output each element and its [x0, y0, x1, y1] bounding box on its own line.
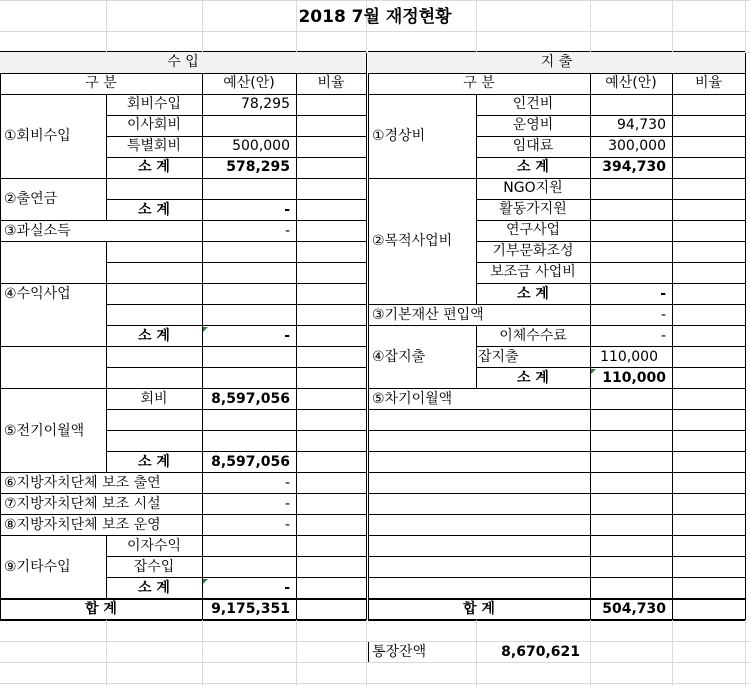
expense-col-budget: 예산(안): [605, 75, 657, 91]
expense-item-value: 94,730: [617, 117, 666, 133]
income-subtotal-value: -: [284, 328, 290, 344]
expense-subtotal-label: 소 계: [517, 159, 549, 175]
income-item-name: 이사회비: [126, 117, 182, 133]
expense-item-name: 기부문화조성: [492, 243, 574, 259]
cell-border: [745, 52, 746, 621]
expense-operating-label: ①경상비: [372, 128, 426, 144]
gridline: [202, 620, 203, 686]
income-item-value: 8,597,056: [211, 391, 290, 407]
cell-border: [296, 599, 297, 621]
expense-item-name: 운영비: [512, 117, 554, 133]
income-profit-label: ④수익사업: [4, 286, 71, 302]
gridline: [672, 620, 673, 686]
income-membership-label: ①회비수입: [4, 128, 71, 144]
income-item-value: 500,000: [232, 138, 290, 154]
page-title: 2018 7월 재정현황: [298, 7, 452, 27]
income-subtotal-label: 소 계: [138, 454, 170, 470]
gridline: [296, 620, 297, 686]
income-subtotal-value: -: [284, 202, 290, 218]
cell-border: [106, 430, 367, 431]
expense-header: 지 출: [540, 54, 573, 70]
income-subtotal-label: 소 계: [138, 580, 170, 596]
income-item-name: 회비수입: [126, 96, 182, 112]
gridline: [106, 620, 107, 686]
income-subtotal-label: 소 계: [138, 159, 170, 175]
expense-col-ratio: 비율: [694, 75, 723, 91]
income-total-label: 합 계: [85, 601, 117, 617]
expense-subtotal-label: 소 계: [517, 286, 549, 302]
cell-border: [368, 641, 369, 663]
expense-item-name: 인건비: [512, 96, 554, 112]
expense-purpose-label: ②목적사업비: [372, 233, 453, 249]
expense-item-value: -: [660, 328, 666, 344]
expense-item-name: NGO지원: [503, 180, 563, 196]
expense-item-value: 300,000: [608, 138, 666, 154]
cell-border: [672, 599, 673, 621]
expense-col-label: 구 분: [463, 75, 495, 91]
cell-marker: [591, 369, 596, 374]
expense-item-value: 110,000: [600, 349, 658, 365]
cell-border: [106, 367, 367, 368]
cell-border: [106, 304, 367, 305]
income-header: 수 입: [167, 54, 199, 70]
balance-value: 8,670,621: [501, 644, 580, 660]
income-contribution-label: ②출연금: [4, 191, 58, 207]
income-subtotal-value: 578,295: [226, 159, 290, 175]
gridline: [590, 620, 591, 686]
cell-marker: [203, 579, 208, 584]
balance-label: 통장잔액: [372, 644, 427, 660]
cell-border: [368, 52, 369, 621]
income-item-name: 이자수익: [126, 538, 182, 554]
income-subtotal-label: 소 계: [138, 328, 170, 344]
expense-endowment-label: ③기본재산 편입액: [372, 307, 484, 323]
cell-border: [476, 409, 746, 410]
income-item-name: 특별회비: [126, 138, 182, 154]
cell-border: [476, 430, 746, 431]
cell-border: [476, 556, 746, 557]
cell-border: [672, 94, 673, 600]
income-col-label: 구 분: [85, 75, 117, 91]
expense-item-name: 활동가지원: [499, 201, 567, 217]
income-gov-facility-value: -: [284, 496, 290, 512]
income-item-value: 78,295: [241, 96, 290, 112]
income-gov-facility-label: ⑦지방자치단체 보조 시설: [4, 496, 161, 512]
income-col-budget: 예산(안): [223, 75, 275, 91]
income-item-name: 회비: [140, 391, 168, 407]
income-gov-contribution-value: -: [284, 475, 290, 491]
gridline: [0, 683, 750, 684]
income-gov-contribution-label: ⑥지방자치단체 보조 출연: [4, 475, 161, 491]
expense-total-value: 504,730: [602, 601, 666, 617]
cell-border: [476, 535, 746, 536]
income-col-ratio: 비율: [317, 75, 345, 91]
expense-item-name: 임대료: [512, 138, 554, 154]
expense-subtotal-value: 110,000: [602, 370, 666, 386]
expense-total-label: 합 계: [463, 601, 495, 617]
income-item-name: 잡수입: [133, 559, 175, 575]
expense-item-name: 연구사업: [505, 222, 561, 238]
cell-border: [106, 178, 367, 179]
expense-endowment-value: -: [660, 307, 666, 323]
income-subtotal-value: -: [284, 580, 290, 596]
expense-subtotal-value: -: [660, 286, 666, 302]
income-carryover-label: ⑤전기이월액: [4, 423, 85, 439]
income-fruit-value: -: [284, 223, 290, 239]
cell-border: [296, 94, 297, 600]
cell-border: [0, 52, 1, 621]
income-other-label: ⑨기타수입: [4, 559, 71, 575]
cell-border: [476, 472, 746, 473]
income-gov-operation-label: ⑧지방자치단체 보조 운영: [4, 517, 161, 533]
gridline: [0, 0, 750, 1]
expense-item-name: 보조금 사업비: [490, 264, 576, 280]
expense-subtotal-value: 394,730: [602, 159, 666, 175]
gridline: [0, 31, 750, 32]
cell-border: [476, 493, 746, 494]
expense-subtotal-label: 소 계: [517, 370, 549, 386]
income-fruit-label: ③과실소득: [4, 223, 71, 239]
cell-border: [366, 52, 367, 621]
cell-border: [476, 451, 746, 452]
cell-border: [476, 514, 746, 515]
cell-border: [106, 262, 367, 263]
income-subtotal-label: 소 계: [138, 202, 170, 218]
expense-next-carryover-label: ⑤차기이월액: [372, 391, 453, 407]
income-total-value: 9,175,351: [211, 601, 290, 617]
expense-item-name: 이체수수료: [499, 328, 567, 344]
cell-border: [476, 577, 746, 578]
expense-misc-label: ④잡지출: [372, 349, 426, 365]
income-subtotal-value: 8,597,056: [211, 454, 290, 470]
expense-item-name: 잡지출: [478, 349, 519, 365]
income-gov-operation-value: -: [284, 517, 290, 533]
gridline: [745, 620, 746, 686]
cell-marker: [203, 327, 208, 332]
cell-border: [106, 283, 367, 284]
gridline: [366, 620, 367, 686]
